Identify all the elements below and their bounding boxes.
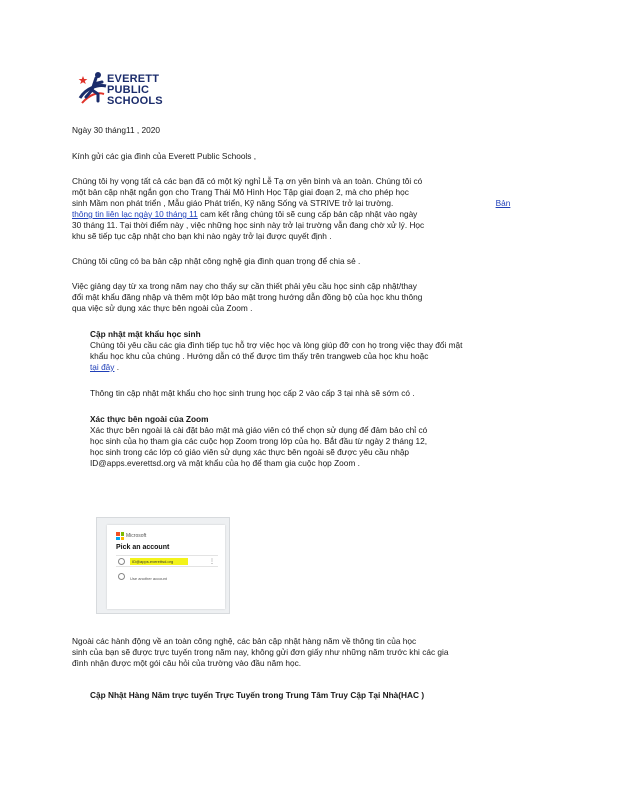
user-icon xyxy=(118,558,125,565)
p1-line-2: một bản cập nhật ngắn gọn cho Trang Thái Mô Hình Học Tập giai đoạn 2, mà cho phép học xyxy=(72,187,409,197)
s3-line-1: Xác thực bên ngoài là cài đặt bảo mật mà giáo viên có thể chọn sử dụng để đảm bảo chỉ có xyxy=(90,425,428,435)
s1-line-2: khẩu học khu của chúng . Hướng dẫn có thể được tìm thấy trên trangweb của học khu hoặc xyxy=(90,351,429,361)
microsoft-sign-in-screenshot xyxy=(96,517,230,614)
logo-line-1: EVERETT xyxy=(107,73,160,85)
p1-line-4-text: cam kết rằng chúng tôi sẽ cung cấp bản cập nhật vào ngày xyxy=(197,209,418,219)
logo-line-2: PUBLIC xyxy=(107,84,150,96)
p1-line-3-text: sinh Mầm non phát triển , Mẫu giáo Phát triển, Kỹ năng Sống và STRIVE trở lại trường. xyxy=(72,198,396,208)
s2-text: Thông tin cập nhật mật khẩu cho học sinh trung học cấp 2 vào cấp 3 tại nhà sẽ sớm có . xyxy=(90,388,415,398)
password-update-heading: Cập nhật mật khẩu học sinh xyxy=(90,329,201,339)
zoom-auth-heading: Xác thực bên ngoài của Zoom xyxy=(90,414,209,424)
letter-date: Ngày 30 tháng11 , 2020 xyxy=(72,125,160,135)
p3-line-3: qua việc sử dụng xác thực bên ngoài của Zoom . xyxy=(72,303,253,313)
annual-update-heading: Cập Nhật Hàng Năm trực tuyến Trực Tuyến trong Trung Tâm Truy Cập Tại Nhà(HAC ) xyxy=(90,690,425,700)
p4-line-2: sinh của bạn sẽ được trực tuyến trong năm nay, không gửi đơn giấy như những năm trước khi các gia xyxy=(72,647,449,657)
s3-line-2: học sinh của họ tham gia các cuộc họp Zoom trong lớp của họ. Bắt đầu từ ngày 2 tháng 12, xyxy=(90,436,428,446)
logo-star xyxy=(79,76,88,84)
nov-10-communication-link[interactable]: thông tin liên lạc ngày 10 tháng 11 xyxy=(72,209,198,219)
p1-line-6: khu sẽ tiếp tục cập nhật cho bạn khi nào ngày trở lại được quyết định . xyxy=(72,231,332,241)
p2: Chúng tôi cũng có ba bản cập nhật công nghệ gia đình quan trọng để chia sẻ . xyxy=(72,256,361,266)
update-link-start[interactable]: Bản xyxy=(495,198,511,208)
other-account-label: Use another account xyxy=(130,576,167,581)
s3-line-4: ID@apps.everettsd.org và mật khẩu của họ để tham gia cuộc họp Zoom . xyxy=(90,458,360,468)
logo-line-3: SCHOOLS xyxy=(107,95,163,107)
here-link[interactable]: tại đây xyxy=(90,362,115,372)
other-account-row xyxy=(116,571,218,582)
microsoft-logo-icon xyxy=(116,532,124,540)
s1-line-3 xyxy=(90,362,119,373)
salutation: Kính gửi các gia đình của Everett Public Schools , xyxy=(72,151,257,161)
p3-line-1: Việc giảng dạy từ xa trong năm nay cho thấy sự cần thiết phải yêu cầu học sinh cập nhật/thay xyxy=(72,281,417,291)
p4-line-3: đình nhận được một gói câu hỏi của trường vào đầu năm học. xyxy=(72,658,302,668)
s1-line-1: Chúng tôi yêu cầu các gia đình tiếp tục hỗ trợ việc học và lòng giúp đỡ con họ trong việc thay đổi mật xyxy=(90,340,463,350)
account-row xyxy=(116,555,218,567)
add-user-icon xyxy=(118,573,125,580)
pick-account-card xyxy=(107,525,225,609)
p4-line-1: Ngoài các hành động về an toàn công nghệ, các bản cập nhật hàng năm về thông tin của học xyxy=(72,636,417,646)
account-email: ID@apps.everettsd.org xyxy=(130,558,188,565)
p1-line-4 xyxy=(72,209,417,220)
p1-line-3 xyxy=(72,198,510,209)
logo-text xyxy=(107,74,163,107)
s3-line-3: học sinh trong các lớp có giáo viên sử dụng xác thực bên ngoài sẽ được yêu cầu nhập xyxy=(90,447,410,457)
p1-line-1: Chúng tôi hy vọng tất cả các bạn đã có một kỳ nghỉ Lễ Tạ ơn yên bình và an toàn. Chúng tôi có xyxy=(72,176,423,186)
p3-line-2: đổi mật khẩu đăng nhập và thêm một lớp bảo mật trong hướng dẫn đồng bộ của học khu thông xyxy=(72,292,423,302)
s1-line-3-text: . xyxy=(114,362,120,372)
microsoft-wordmark: Microsoft xyxy=(126,533,147,539)
more-options-icon: ⋮ xyxy=(209,559,215,565)
p1-line-5: 30 tháng 11. Tại thời điểm này , việc những học sinh này trở lại trường vẫn đang chờ xử lý. Học xyxy=(72,220,425,230)
pick-account-title: Pick an account xyxy=(116,544,170,551)
